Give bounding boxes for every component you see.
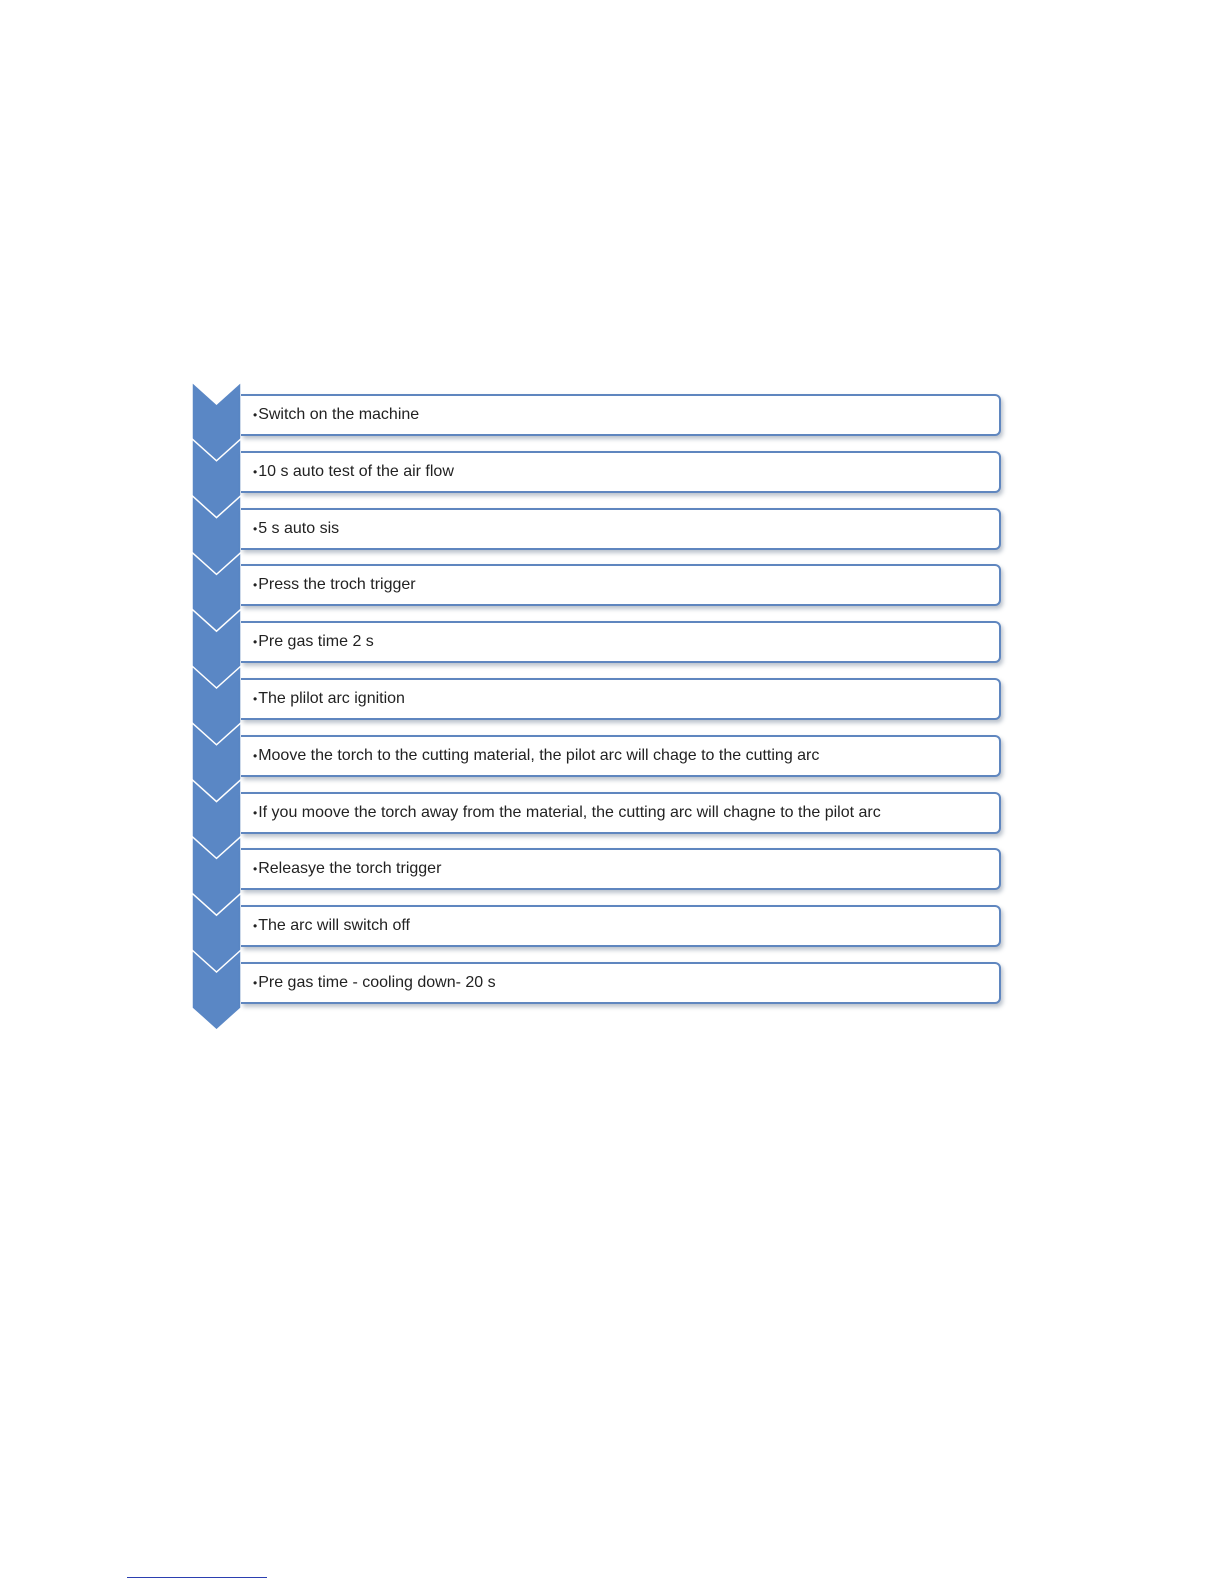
bullet-icon: •: [253, 408, 258, 422]
step-11-box: [241, 962, 1001, 1004]
bullet-icon: •: [253, 578, 258, 593]
step-10-box: [241, 905, 1001, 947]
step-5-box: [241, 621, 1001, 663]
bullet-icon: •: [253, 976, 258, 990]
step-11-label: Pre gas time - cooling down- 20 s: [258, 974, 496, 991]
bullet-icon: •: [253, 692, 258, 706]
step-10-label: The arc will switch off: [258, 917, 410, 935]
bullet-icon: •: [253, 805, 258, 820]
bullet-icon: •: [253, 919, 258, 934]
step-7-label: Moove the torch to the cutting material, the pilot arc will chage to the cutting arc: [258, 746, 820, 764]
bullet-icon: •: [253, 521, 258, 536]
bullet-icon: •: [253, 464, 258, 479]
bullet-icon: •: [253, 862, 258, 877]
step-8-box: [241, 792, 1001, 834]
step-2-label: 10 s auto test of the air flow: [258, 462, 454, 480]
step-9-box: [241, 848, 1001, 890]
step-8-label: If you moove the torch away from the material, the cutting arc will chagne to the pilot arc: [258, 803, 881, 821]
step-4-label: Press the troch trigger: [258, 576, 416, 594]
step-2-box: [241, 451, 1001, 493]
step-9-label: Releasye the torch trigger: [258, 860, 442, 878]
step-7-box: [241, 735, 1001, 777]
step-5-label: Pre gas time 2 s: [258, 633, 374, 651]
step-6-box: [241, 678, 1001, 720]
footnote-separator: [127, 1577, 267, 1578]
bullet-icon: •: [253, 748, 258, 763]
step-1-label: Switch on the machine: [258, 406, 420, 423]
step-4-box: [241, 564, 1001, 606]
step-1-box: [241, 394, 1001, 436]
step-3-box: [241, 508, 1001, 550]
bullet-icon: •: [253, 635, 258, 650]
step-3-label: 5 s auto sis: [258, 519, 340, 537]
process-flow-diagram: [192, 388, 1012, 1038]
step-6-label: The plilot arc ignition: [258, 690, 405, 707]
